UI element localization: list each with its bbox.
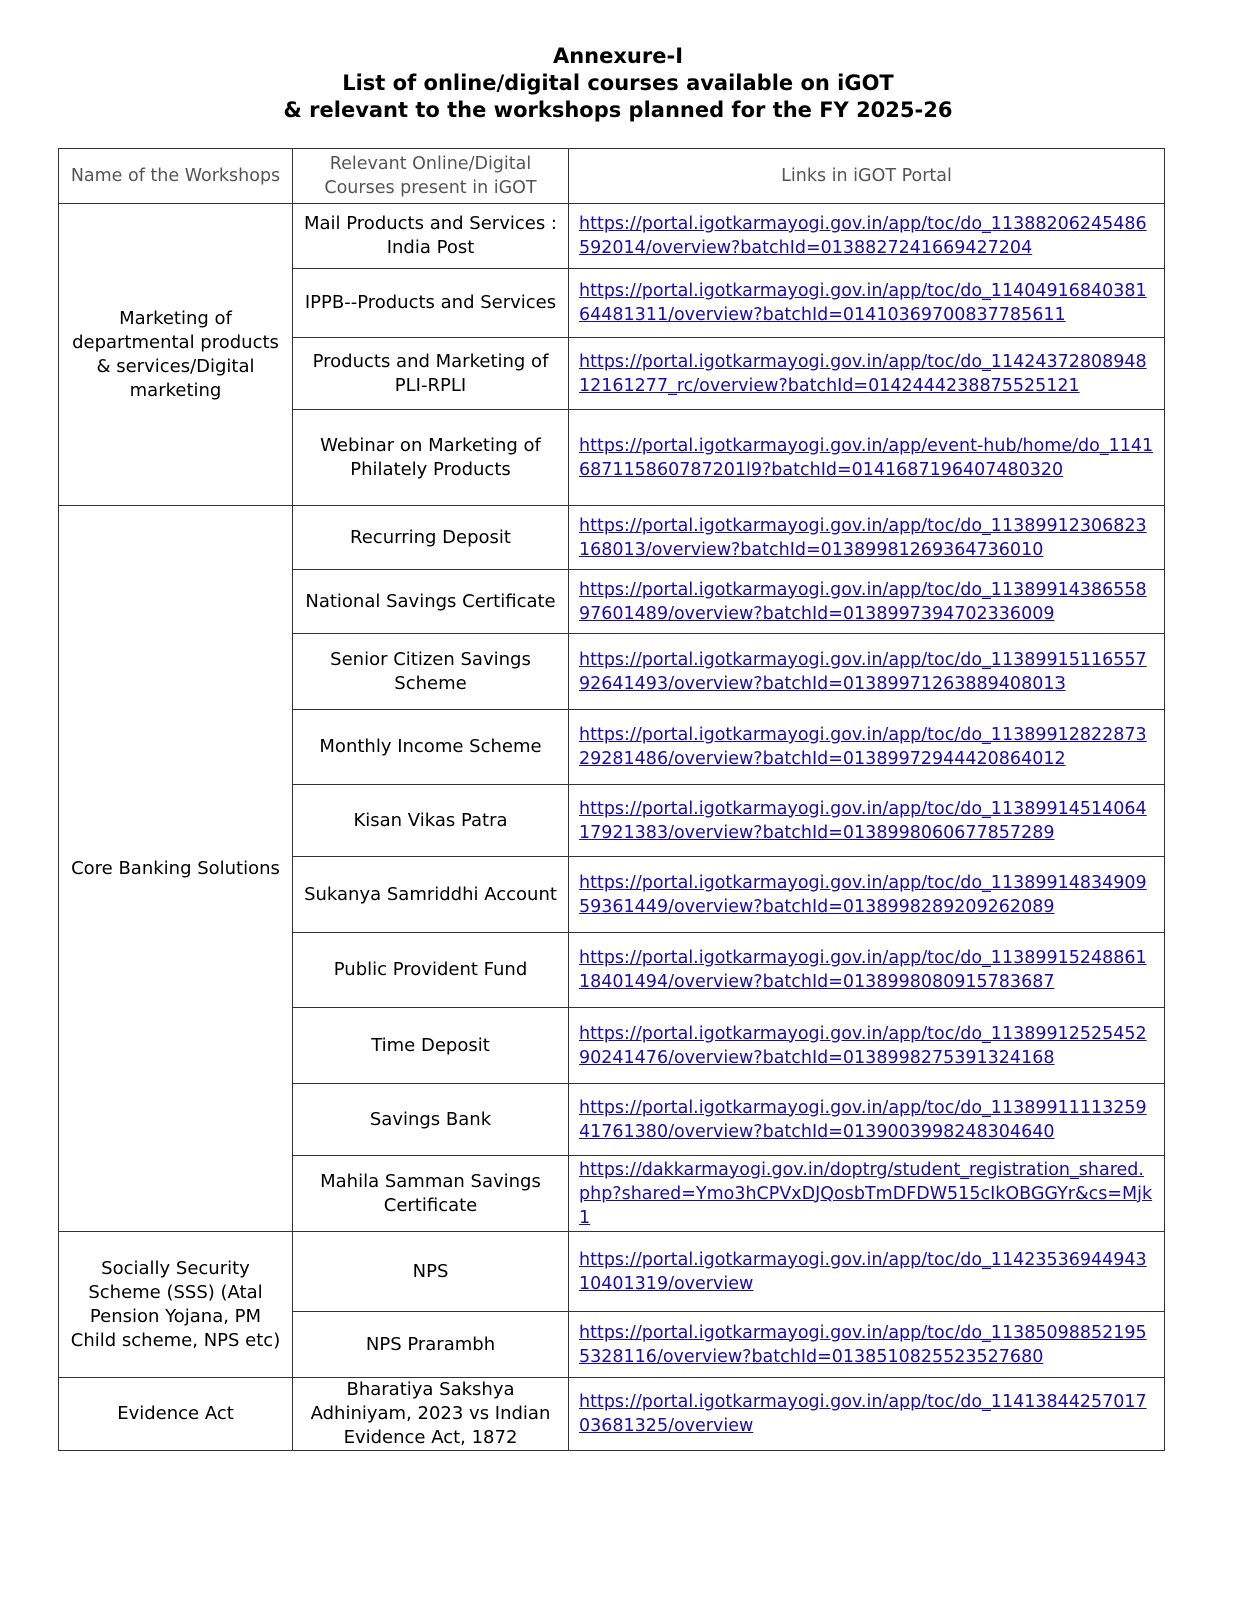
courses-table (58, 148, 1165, 1451)
course-link[interactable]: https://portal.igotkarmayogi.gov.in/app/toc/do_1141384425701703681325/overview (579, 1392, 1147, 1436)
course-link[interactable]: https://dakkarmayogi.gov.in/doptrg/student_registration_shared.php?shared=Ymo3hCPVxDJQosbTmDFDW515cIkOBGGYr&cs=Mjk1 (579, 1159, 1153, 1228)
course-link[interactable]: https://portal.igotkarmayogi.gov.in/app/toc/do_1142353694494310401319/overview (579, 1249, 1147, 1294)
link-cell (569, 857, 1165, 933)
link-cell (569, 634, 1165, 710)
course-link[interactable]: https://portal.igotkarmayogi.gov.in/app/toc/do_1138991252545290241476/overview?batchId=0138998275391324168 (579, 1023, 1147, 1068)
link-cell (569, 933, 1165, 1008)
header-workshops: Name of the Workshops (59, 149, 293, 204)
course-link[interactable]: https://portal.igotkarmayogi.gov.in/app/toc/do_1138991438655897601489/overview?batchId=0138997394702336009 (579, 579, 1147, 624)
course-link[interactable]: https://portal.igotkarmayogi.gov.in/app/toc/do_1138991483490959361449/overview?batchId=0138998289209262089 (579, 872, 1147, 917)
document-title (0, 43, 1236, 124)
course-cell: Bharatiya Sakshya Adhiniyam, 2023 vs Indian Evidence Act, 1872 (293, 1378, 569, 1451)
course-cell: Savings Bank (293, 1084, 569, 1156)
course-cell: Webinar on Marketing of Philately Products (293, 410, 569, 506)
course-cell: National Savings Certificate (293, 570, 569, 634)
course-cell: Public Provident Fund (293, 933, 569, 1008)
table-row (59, 506, 1165, 570)
course-link[interactable]: https://portal.igotkarmayogi.gov.in/app/toc/do_1142437280894812161277_rc/overview?batchId=0142444238875525121 (579, 351, 1147, 396)
course-cell: NPS (293, 1232, 569, 1312)
course-link[interactable]: https://portal.igotkarmayogi.gov.in/app/toc/do_1138991111325941761380/overview?batchId=0139003998248304640 (579, 1097, 1147, 1142)
course-link[interactable]: https://portal.igotkarmayogi.gov.in/app/toc/do_1138991451406417921383/overview?batchId=0138998060677857289 (579, 798, 1147, 843)
workshop-cell: Marketing of departmental products & services/Digital marketing (59, 204, 293, 506)
link-cell (569, 710, 1165, 785)
link-cell (569, 410, 1165, 506)
title-line-2: List of online/digital courses available on iGOT (342, 71, 894, 95)
course-link[interactable]: https://portal.igotkarmayogi.gov.in/app/toc/do_1140491684038164481311/overview?batchId=01410369700837785611 (579, 281, 1147, 325)
course-cell: Mail Products and Services : India Post (293, 204, 569, 269)
header-links: Links in iGOT Portal (569, 149, 1165, 204)
table-row (59, 1232, 1165, 1312)
course-link[interactable]: https://portal.igotkarmayogi.gov.in/app/toc/do_113850988521955328116/overview?batchId=0138510825523527680 (579, 1322, 1147, 1367)
link-cell (569, 1378, 1165, 1451)
link-cell (569, 506, 1165, 570)
link-cell (569, 269, 1165, 338)
course-link[interactable]: https://portal.igotkarmayogi.gov.in/app/toc/do_1138991524886118401494/overview?batchId=0138998080915783687 (579, 948, 1147, 992)
link-cell (569, 1312, 1165, 1378)
course-cell: NPS Prarambh (293, 1312, 569, 1378)
workshop-cell: Core Banking Solutions (59, 506, 293, 1232)
course-link[interactable]: https://portal.igotkarmayogi.gov.in/app/toc/do_1138991282287329281486/overview?batchId=01389972944420864012 (579, 725, 1147, 769)
link-cell (569, 338, 1165, 410)
course-cell: Senior Citizen Savings Scheme (293, 634, 569, 710)
course-link[interactable]: https://portal.igotkarmayogi.gov.in/app/toc/do_1138991511655792641493/overview?batchId=0138997126388940801З (579, 649, 1147, 694)
course-cell: Time Deposit (293, 1008, 569, 1084)
course-cell: IPPB--Products and Services (293, 269, 569, 338)
course-cell: Recurring Deposit (293, 506, 569, 570)
table-row (59, 204, 1165, 269)
link-cell (569, 785, 1165, 857)
link-cell (569, 1156, 1165, 1232)
link-cell (569, 204, 1165, 269)
course-cell: Kisan Vikas Patra (293, 785, 569, 857)
link-cell (569, 1008, 1165, 1084)
course-cell: Mahila Samman Savings Certificate (293, 1156, 569, 1232)
table-header-row (59, 149, 1165, 204)
course-link[interactable]: https://portal.igotkarmayogi.gov.in/app/event-hub/home/do_1141687115860787201l9?batchId=0141687196407480320 (579, 435, 1154, 480)
link-cell (569, 1232, 1165, 1312)
course-link[interactable]: https://portal.igotkarmayogi.gov.in/app/toc/do_11388206245486592014/overview?batchId=0138827241669427204 (579, 214, 1147, 258)
title-line-3: & relevant to the workshops planned for the FY 2025-26 (283, 98, 953, 122)
course-cell: Products and Marketing of PLI-RPLI (293, 338, 569, 410)
workshop-cell: Evidence Act (59, 1378, 293, 1451)
workshop-cell: Socially Security Scheme (SSS) (Atal Pension Yojana, PM Child scheme, NPS etc) (59, 1232, 293, 1378)
course-cell: Sukanya Samriddhi Account (293, 857, 569, 933)
title-line-1: Annexure-I (552, 44, 684, 68)
link-cell (569, 1084, 1165, 1156)
course-link[interactable]: https://portal.igotkarmayogi.gov.in/app/toc/do_11389912306823168013/overview?batchId=01389981269364736010 (579, 515, 1147, 560)
link-cell (569, 570, 1165, 634)
table-row (59, 1378, 1165, 1451)
course-cell: Monthly Income Scheme (293, 710, 569, 785)
header-courses: Relevant Online/Digital Courses present in iGOT (293, 149, 569, 204)
